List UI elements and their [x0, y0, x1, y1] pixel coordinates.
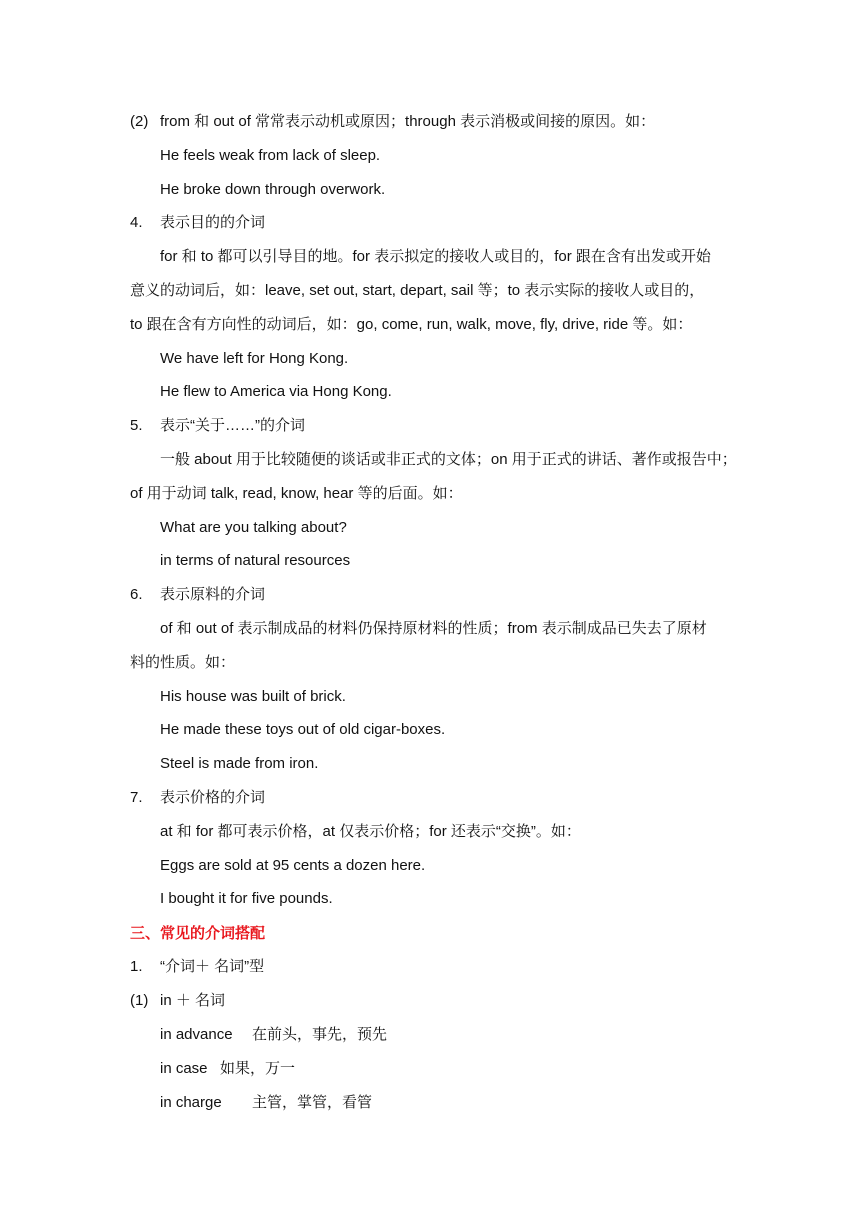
phrase-term: in case — [160, 1060, 208, 1077]
phrase-definition: 如果，万一 — [220, 1060, 296, 1077]
phrase-definition: 主管，掌管，看管 — [252, 1094, 373, 1111]
item-number: (2) — [130, 113, 149, 130]
example-sentence: He flew to America via Hong Kong. — [160, 383, 392, 400]
phrase-definition: 在前头，事先，预先 — [252, 1026, 388, 1043]
paragraph-line: to 跟在含有方向性的动词后，如：go, come, run, walk, move, fly, drive, ride 等。如： — [130, 316, 693, 333]
example-sentence: He made these toys out of old cigar-boxes. — [160, 721, 446, 738]
paragraph-line: of 用于动词 talk, read, know, hear 等的后面。如： — [130, 485, 463, 502]
section-number: 4. — [130, 214, 143, 231]
example-sentence: I bought it for five pounds. — [160, 890, 333, 907]
section-number: 6. — [130, 586, 143, 603]
item-number: (1) — [130, 992, 149, 1009]
paragraph-line: 料的性质。如： — [130, 654, 236, 671]
example-sentence: Steel is made from iron. — [160, 755, 319, 772]
phrase-entry — [160, 1093, 372, 1113]
chapter-heading: 三、常见的介词搭配 — [130, 924, 266, 942]
example-sentence: Eggs are sold at 95 cents a dozen here. — [160, 857, 426, 874]
paragraph-line: from 和 out of 常常表示动机或原因；through 表示消极或间接的原因。如： — [160, 113, 656, 130]
phrase-entry — [160, 1059, 295, 1079]
section-title: 表示目的的介词 — [160, 214, 266, 231]
example-sentence: He broke down through overwork. — [160, 181, 386, 198]
example-sentence: His house was built of brick. — [160, 688, 346, 705]
section-title: 表示价格的介词 — [160, 789, 266, 806]
paragraph-line: of 和 out of 表示制成品的材料仍保持原材料的性质；from 表示制成品已失去了原材 — [160, 620, 707, 637]
paragraph-line: 意义的动词后，如：leave, set out, start, depart, sail 等；to 表示实际的接收人或目的， — [130, 282, 705, 299]
paragraph-line: at 和 for 都可表示价格，at 仅表示价格；for 还表示“交换”。如： — [160, 823, 581, 840]
section-number: 7. — [130, 789, 143, 806]
example-sentence: He feels weak from lack of sleep. — [160, 147, 381, 164]
paragraph-line: 一般 about 用于比较随便的谈话或非正式的文体；on 用于正式的讲话、著作或报告中； — [160, 451, 737, 468]
example-sentence: in terms of natural resources — [160, 552, 351, 569]
phrase-entry — [160, 1025, 387, 1045]
paragraph-line: for 和 to 都可以引导目的地。for 表示拟定的接收人或目的，for 跟在含有出发或开始 — [160, 248, 711, 265]
phrase-term: in advance — [160, 1026, 233, 1043]
section-number: 5. — [130, 417, 143, 434]
section-title: 表示原料的介词 — [160, 586, 266, 603]
section-title: “介词＋ 名词”型 — [160, 958, 265, 975]
example-sentence: What are you talking about? — [160, 519, 347, 536]
phrase-term: in charge — [160, 1094, 222, 1111]
section-title: 表示“关于……”的介词 — [160, 417, 305, 434]
subsection-title: in ＋ 名词 — [160, 992, 226, 1009]
section-number: 1. — [130, 958, 143, 975]
example-sentence: We have left for Hong Kong. — [160, 350, 349, 367]
